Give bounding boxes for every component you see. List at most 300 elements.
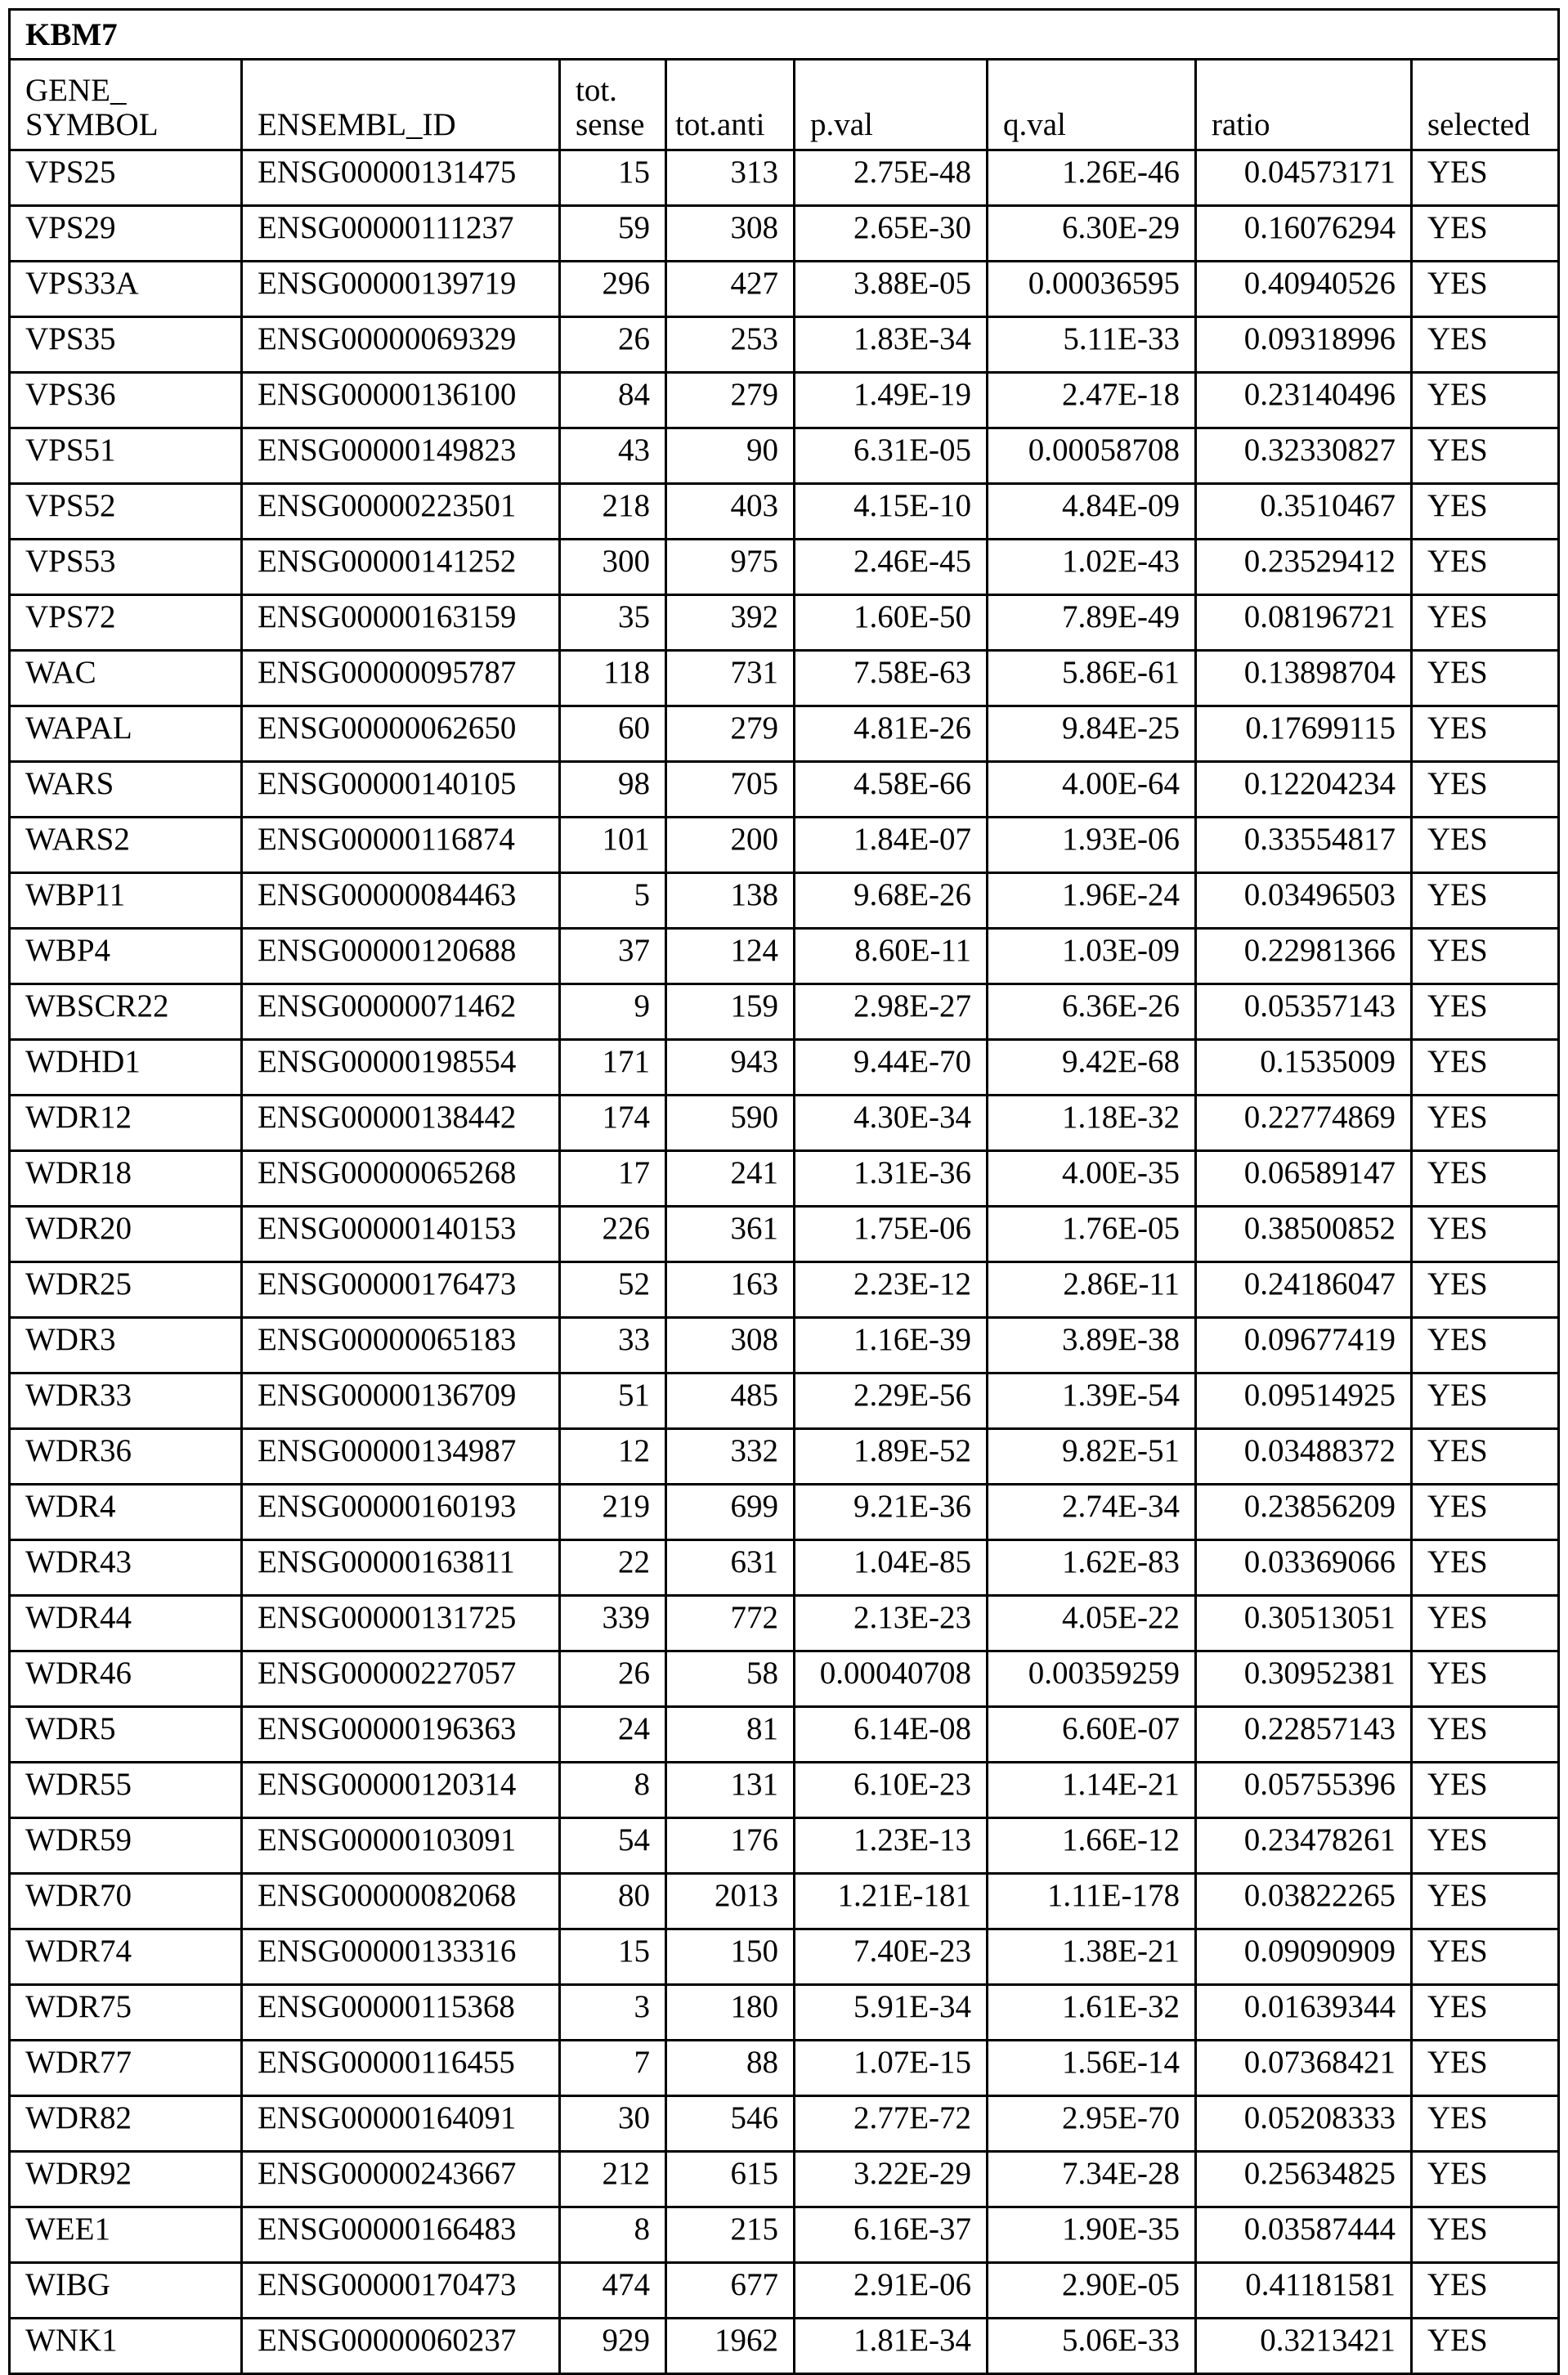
cell-selected: YES [1412,984,1559,1040]
cell-tot-sense: 30 [560,2096,666,2152]
cell-tot-anti: 2013 [666,1874,795,1929]
cell-gene-symbol: WDHD1 [10,1040,242,1096]
cell-p-val: 1.16E-39 [795,1318,988,1373]
table-row [10,762,1559,818]
cell-tot-sense: 35 [560,595,666,651]
cell-p-val: 4.15E-10 [795,484,988,540]
cell-q-val: 4.05E-22 [988,1596,1196,1651]
cell-q-val: 7.34E-28 [988,2152,1196,2207]
cell-selected: YES [1412,818,1559,873]
cell-gene-symbol: VPS72 [10,595,242,651]
cell-p-val: 1.84E-07 [795,818,988,873]
cell-q-val: 1.61E-32 [988,1985,1196,2041]
cell-p-val: 1.60E-50 [795,595,988,651]
cell-tot-anti: 253 [666,317,795,373]
cell-ensembl-id: ENSG00000134987 [242,1429,560,1485]
cell-selected: YES [1412,1262,1559,1318]
cell-gene-symbol: WDR33 [10,1373,242,1429]
cell-gene-symbol: WDR46 [10,1651,242,1707]
cell-ratio: 0.03369066 [1196,1540,1412,1596]
cell-selected: YES [1412,873,1559,929]
cell-tot-anti: 58 [666,1651,795,1707]
cell-ensembl-id: ENSG00000133316 [242,1929,560,1985]
cell-p-val: 4.30E-34 [795,1096,988,1151]
cell-ratio: 0.09318996 [1196,317,1412,373]
cell-tot-anti: 427 [666,262,795,317]
cell-q-val: 1.02E-43 [988,540,1196,595]
cell-gene-symbol: WAPAL [10,706,242,762]
cell-p-val: 6.16E-37 [795,2207,988,2263]
cell-tot-anti: 138 [666,873,795,929]
cell-ratio: 0.22857143 [1196,1707,1412,1763]
cell-selected: YES [1412,1818,1559,1874]
cell-ensembl-id: ENSG00000227057 [242,1651,560,1707]
table-row [10,1818,1559,1874]
table-row [10,373,1559,428]
cell-q-val: 6.30E-29 [988,206,1196,262]
cell-q-val: 5.06E-33 [988,2319,1196,2374]
cell-gene-symbol: WDR44 [10,1596,242,1651]
table-row [10,818,1559,873]
cell-tot-anti: 943 [666,1040,795,1096]
cell-ratio: 0.12204234 [1196,762,1412,818]
cell-p-val: 6.14E-08 [795,1707,988,1763]
cell-selected: YES [1412,1151,1559,1207]
cell-q-val: 9.82E-51 [988,1429,1196,1485]
cell-ratio: 0.23529412 [1196,540,1412,595]
cell-ensembl-id: ENSG00000176473 [242,1262,560,1318]
cell-gene-symbol: WDR77 [10,2041,242,2096]
table-body [10,150,1559,2374]
cell-p-val: 1.21E-181 [795,1874,988,1929]
cell-selected: YES [1412,706,1559,762]
cell-ensembl-id: ENSG00000163811 [242,1540,560,1596]
cell-ratio: 0.3213421 [1196,2319,1412,2374]
table-row [10,206,1559,262]
cell-tot-sense: 296 [560,262,666,317]
table-row [10,873,1559,929]
cell-gene-symbol: VPS33A [10,262,242,317]
kbm7-gene-table [8,8,1560,2375]
cell-q-val: 1.62E-83 [988,1540,1196,1596]
cell-q-val: 5.11E-33 [988,317,1196,373]
cell-q-val: 1.93E-06 [988,818,1196,873]
cell-q-val: 4.00E-64 [988,762,1196,818]
cell-ratio: 0.30952381 [1196,1651,1412,1707]
cell-selected: YES [1412,150,1559,206]
cell-ensembl-id: ENSG00000140105 [242,762,560,818]
cell-ratio: 0.25634825 [1196,2152,1412,2207]
cell-tot-anti: 332 [666,1429,795,1485]
cell-ensembl-id: ENSG00000103091 [242,1818,560,1874]
cell-p-val: 8.60E-11 [795,929,988,984]
cell-tot-anti: 200 [666,818,795,873]
cell-tot-sense: 8 [560,2207,666,2263]
cell-gene-symbol: VPS25 [10,150,242,206]
header-tot-anti: tot.anti [666,60,795,150]
cell-ratio: 0.03822265 [1196,1874,1412,1929]
cell-selected: YES [1412,762,1559,818]
table-row [10,428,1559,484]
cell-ensembl-id: ENSG00000166483 [242,2207,560,2263]
cell-p-val: 2.75E-48 [795,150,988,206]
cell-tot-sense: 8 [560,1763,666,1818]
cell-p-val: 2.98E-27 [795,984,988,1040]
cell-selected: YES [1412,2207,1559,2263]
cell-tot-sense: 929 [560,2319,666,2374]
table-row [10,1040,1559,1096]
cell-ratio: 0.22981366 [1196,929,1412,984]
cell-tot-sense: 51 [560,1373,666,1429]
cell-selected: YES [1412,1207,1559,1262]
cell-gene-symbol: WDR75 [10,1985,242,2041]
cell-p-val: 6.31E-05 [795,428,988,484]
cell-selected: YES [1412,317,1559,373]
cell-p-val: 7.58E-63 [795,651,988,706]
cell-tot-sense: 22 [560,1540,666,1596]
cell-gene-symbol: WIBG [10,2263,242,2319]
cell-tot-anti: 731 [666,651,795,706]
cell-gene-symbol: WARS [10,762,242,818]
cell-tot-anti: 163 [666,1262,795,1318]
cell-ensembl-id: ENSG00000084463 [242,873,560,929]
cell-ratio: 0.38500852 [1196,1207,1412,1262]
cell-selected: YES [1412,1929,1559,1985]
cell-tot-sense: 226 [560,1207,666,1262]
cell-tot-anti: 699 [666,1485,795,1540]
cell-gene-symbol: WEE1 [10,2207,242,2263]
cell-tot-sense: 43 [560,428,666,484]
cell-gene-symbol: WDR12 [10,1096,242,1151]
cell-ratio: 0.23478261 [1196,1818,1412,1874]
table-row [10,1596,1559,1651]
cell-tot-sense: 174 [560,1096,666,1151]
cell-p-val: 5.91E-34 [795,1985,988,2041]
table-row [10,484,1559,540]
cell-selected: YES [1412,1596,1559,1651]
cell-ensembl-id: ENSG00000115368 [242,1985,560,2041]
cell-gene-symbol: WDR55 [10,1763,242,1818]
cell-ensembl-id: ENSG00000163159 [242,595,560,651]
cell-ratio: 0.03496503 [1196,873,1412,929]
cell-tot-sense: 15 [560,150,666,206]
cell-p-val: 1.23E-13 [795,1818,988,1874]
cell-tot-sense: 84 [560,373,666,428]
cell-p-val: 1.49E-19 [795,373,988,428]
cell-ratio: 0.3510467 [1196,484,1412,540]
cell-ratio: 0.41181581 [1196,2263,1412,2319]
cell-tot-anti: 241 [666,1151,795,1207]
cell-tot-anti: 631 [666,1540,795,1596]
cell-tot-anti: 313 [666,150,795,206]
table-row [10,1929,1559,1985]
header-gene-symbol: GENE_ SYMBOL [10,60,242,150]
cell-tot-anti: 590 [666,1096,795,1151]
cell-ensembl-id: ENSG00000164091 [242,2096,560,2152]
cell-ensembl-id: ENSG00000111237 [242,206,560,262]
cell-ensembl-id: ENSG00000131475 [242,150,560,206]
cell-gene-symbol: WDR74 [10,1929,242,1985]
table-row [10,1485,1559,1540]
cell-ensembl-id: ENSG00000116874 [242,818,560,873]
cell-ratio: 0.24186047 [1196,1262,1412,1318]
cell-tot-anti: 403 [666,484,795,540]
cell-gene-symbol: WDR70 [10,1874,242,1929]
table-row [10,929,1559,984]
cell-ensembl-id: ENSG00000069329 [242,317,560,373]
cell-ensembl-id: ENSG00000136709 [242,1373,560,1429]
cell-q-val: 2.74E-34 [988,1485,1196,1540]
cell-ensembl-id: ENSG00000062650 [242,706,560,762]
cell-selected: YES [1412,262,1559,317]
cell-ratio: 0.33554817 [1196,818,1412,873]
cell-ratio: 0.03488372 [1196,1429,1412,1485]
cell-tot-anti: 705 [666,762,795,818]
cell-selected: YES [1412,1540,1559,1596]
header-q-val: q.val [988,60,1196,150]
cell-tot-sense: 59 [560,206,666,262]
cell-q-val: 5.86E-61 [988,651,1196,706]
cell-tot-sense: 101 [560,818,666,873]
cell-tot-anti: 361 [666,1207,795,1262]
header-tot-sense: tot. sense [560,60,666,150]
cell-selected: YES [1412,428,1559,484]
cell-selected: YES [1412,1707,1559,1763]
cell-p-val: 2.77E-72 [795,2096,988,2152]
cell-gene-symbol: WDR5 [10,1707,242,1763]
cell-gene-symbol: WDR92 [10,2152,242,2207]
cell-ensembl-id: ENSG00000060237 [242,2319,560,2374]
cell-ratio: 0.07368421 [1196,2041,1412,2096]
cell-ratio: 0.22774869 [1196,1096,1412,1151]
cell-p-val: 0.00040708 [795,1651,988,1707]
cell-tot-sense: 474 [560,2263,666,2319]
cell-q-val: 9.84E-25 [988,706,1196,762]
cell-p-val: 1.04E-85 [795,1540,988,1596]
cell-selected: YES [1412,540,1559,595]
header-selected: selected [1412,60,1559,150]
cell-ratio: 0.23856209 [1196,1485,1412,1540]
cell-ratio: 0.23140496 [1196,373,1412,428]
cell-q-val: 6.36E-26 [988,984,1196,1040]
cell-ratio: 0.03587444 [1196,2207,1412,2263]
cell-p-val: 1.81E-34 [795,2319,988,2374]
table-row [10,1262,1559,1318]
cell-tot-sense: 54 [560,1818,666,1874]
cell-p-val: 9.21E-36 [795,1485,988,1540]
cell-ensembl-id: ENSG00000095787 [242,651,560,706]
cell-q-val: 1.56E-14 [988,2041,1196,2096]
cell-selected: YES [1412,1651,1559,1707]
cell-q-val: 0.00058708 [988,428,1196,484]
cell-ensembl-id: ENSG00000160193 [242,1485,560,1540]
cell-q-val: 2.90E-05 [988,2263,1196,2319]
cell-tot-sense: 212 [560,2152,666,2207]
cell-gene-symbol: VPS52 [10,484,242,540]
cell-ratio: 0.1535009 [1196,1040,1412,1096]
cell-gene-symbol: WDR18 [10,1151,242,1207]
cell-tot-sense: 339 [560,1596,666,1651]
cell-q-val: 0.00359259 [988,1651,1196,1707]
cell-p-val: 1.07E-15 [795,2041,988,2096]
cell-q-val: 4.00E-35 [988,1151,1196,1207]
table-row [10,2319,1559,2374]
cell-gene-symbol: WBSCR22 [10,984,242,1040]
table-row [10,1985,1559,2041]
cell-ensembl-id: ENSG00000120688 [242,929,560,984]
table-row [10,2207,1559,2263]
cell-selected: YES [1412,2041,1559,2096]
cell-q-val: 1.26E-46 [988,150,1196,206]
table-row [10,1540,1559,1596]
cell-ratio: 0.32330827 [1196,428,1412,484]
header-p-val: p.val [795,60,988,150]
cell-ensembl-id: ENSG00000082068 [242,1874,560,1929]
cell-ensembl-id: ENSG00000071462 [242,984,560,1040]
cell-tot-anti: 975 [666,540,795,595]
cell-gene-symbol: WAC [10,651,242,706]
cell-selected: YES [1412,1985,1559,2041]
cell-ratio: 0.09514925 [1196,1373,1412,1429]
cell-p-val: 1.75E-06 [795,1207,988,1262]
cell-gene-symbol: WDR43 [10,1540,242,1596]
cell-p-val: 6.10E-23 [795,1763,988,1818]
cell-tot-anti: 81 [666,1707,795,1763]
cell-tot-sense: 60 [560,706,666,762]
cell-p-val: 1.89E-52 [795,1429,988,1485]
cell-ensembl-id: ENSG00000243667 [242,2152,560,2207]
cell-tot-anti: 615 [666,2152,795,2207]
table-row [10,2041,1559,2096]
cell-tot-sense: 26 [560,1651,666,1707]
cell-gene-symbol: WDR59 [10,1818,242,1874]
cell-gene-symbol: VPS29 [10,206,242,262]
cell-gene-symbol: WDR4 [10,1485,242,1540]
cell-tot-sense: 98 [560,762,666,818]
cell-ratio: 0.05208333 [1196,2096,1412,2152]
cell-ensembl-id: ENSG00000139719 [242,262,560,317]
cell-ratio: 0.05357143 [1196,984,1412,1040]
table-row [10,1373,1559,1429]
table-row [10,1318,1559,1373]
table-row [10,1707,1559,1763]
cell-gene-symbol: WDR36 [10,1429,242,1485]
cell-q-val: 0.00036595 [988,262,1196,317]
cell-ratio: 0.40940526 [1196,262,1412,317]
table-row [10,1651,1559,1707]
cell-p-val: 2.23E-12 [795,1262,988,1318]
cell-tot-anti: 180 [666,1985,795,2041]
cell-gene-symbol: VPS35 [10,317,242,373]
cell-q-val: 1.76E-05 [988,1207,1196,1262]
cell-tot-anti: 88 [666,2041,795,2096]
cell-q-val: 1.14E-21 [988,1763,1196,1818]
cell-tot-sense: 9 [560,984,666,1040]
cell-q-val: 6.60E-07 [988,1707,1196,1763]
cell-selected: YES [1412,1874,1559,1929]
table-row [10,2152,1559,2207]
table-row [10,651,1559,706]
cell-ensembl-id: ENSG00000138442 [242,1096,560,1151]
cell-tot-sense: 12 [560,1429,666,1485]
table-row [10,984,1559,1040]
cell-ensembl-id: ENSG00000065183 [242,1318,560,1373]
cell-p-val: 2.13E-23 [795,1596,988,1651]
cell-tot-sense: 118 [560,651,666,706]
cell-tot-anti: 159 [666,984,795,1040]
cell-ratio: 0.09677419 [1196,1318,1412,1373]
cell-selected: YES [1412,1485,1559,1540]
cell-ensembl-id: ENSG00000170473 [242,2263,560,2319]
cell-gene-symbol: VPS36 [10,373,242,428]
cell-p-val: 2.65E-30 [795,206,988,262]
cell-gene-symbol: WDR25 [10,1262,242,1318]
cell-q-val: 9.42E-68 [988,1040,1196,1096]
table-row [10,262,1559,317]
cell-tot-anti: 215 [666,2207,795,2263]
cell-tot-sense: 17 [560,1151,666,1207]
cell-ratio: 0.16076294 [1196,206,1412,262]
cell-ensembl-id: ENSG00000116455 [242,2041,560,2096]
cell-tot-anti: 176 [666,1818,795,1874]
cell-gene-symbol: WBP11 [10,873,242,929]
table-row [10,1207,1559,1262]
cell-ensembl-id: ENSG00000065268 [242,1151,560,1207]
cell-selected: YES [1412,206,1559,262]
table-row [10,1874,1559,1929]
table-row [10,706,1559,762]
title-row [10,10,1559,60]
cell-tot-anti: 392 [666,595,795,651]
cell-ratio: 0.08196721 [1196,595,1412,651]
cell-tot-sense: 3 [560,1985,666,2041]
cell-tot-sense: 80 [560,1874,666,1929]
cell-ensembl-id: ENSG00000149823 [242,428,560,484]
cell-tot-anti: 772 [666,1596,795,1651]
cell-ensembl-id: ENSG00000140153 [242,1207,560,1262]
table-row [10,1096,1559,1151]
header-row [10,60,1559,150]
cell-tot-sense: 26 [560,317,666,373]
table-row [10,595,1559,651]
cell-ensembl-id: ENSG00000196363 [242,1707,560,1763]
cell-ensembl-id: ENSG00000136100 [242,373,560,428]
cell-tot-sense: 171 [560,1040,666,1096]
cell-ensembl-id: ENSG00000223501 [242,484,560,540]
cell-q-val: 2.86E-11 [988,1262,1196,1318]
cell-ratio: 0.13898704 [1196,651,1412,706]
header-ensembl-id: ENSEMBL_ID [242,60,560,150]
cell-p-val: 2.91E-06 [795,2263,988,2319]
cell-ensembl-id: ENSG00000198554 [242,1040,560,1096]
cell-ensembl-id: ENSG00000141252 [242,540,560,595]
cell-tot-sense: 219 [560,1485,666,1540]
cell-tot-anti: 150 [666,1929,795,1985]
table-row [10,317,1559,373]
cell-gene-symbol: WBP4 [10,929,242,984]
cell-q-val: 1.18E-32 [988,1096,1196,1151]
cell-tot-anti: 279 [666,706,795,762]
table-row [10,1151,1559,1207]
cell-tot-sense: 24 [560,1707,666,1763]
cell-selected: YES [1412,2152,1559,2207]
cell-tot-sense: 5 [560,873,666,929]
cell-ratio: 0.09090909 [1196,1929,1412,1985]
cell-selected: YES [1412,2096,1559,2152]
cell-gene-symbol: WDR3 [10,1318,242,1373]
cell-tot-sense: 52 [560,1262,666,1318]
cell-selected: YES [1412,1763,1559,1818]
